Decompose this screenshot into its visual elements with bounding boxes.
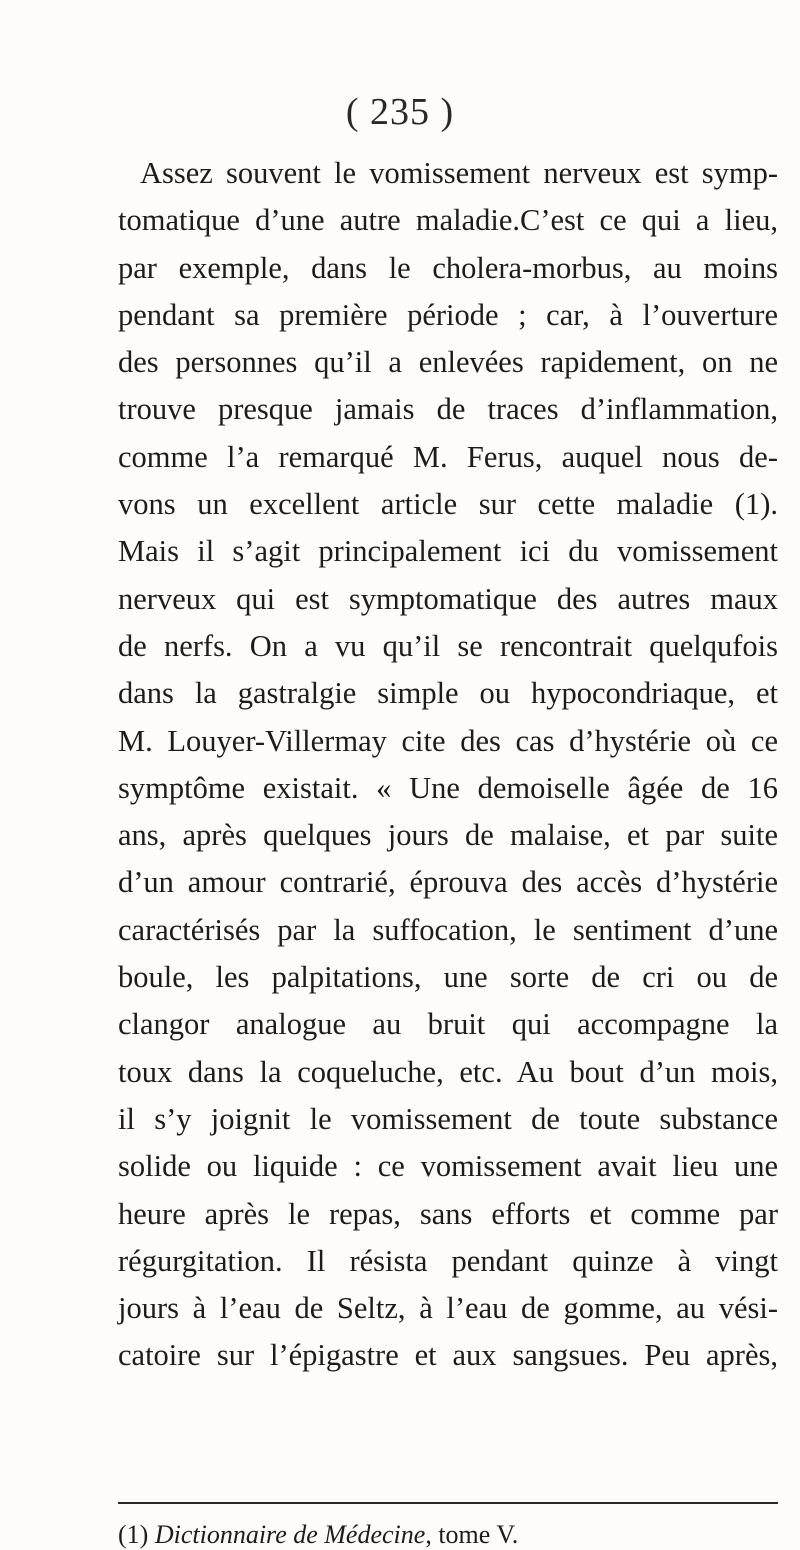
text-line: boule, les palpitations, une sorte de cri ou de bbox=[118, 960, 778, 995]
page-number: ( 235 ) bbox=[345, 91, 455, 133]
text-line: solide ou liquide : ce vomissement avait lieu une bbox=[118, 1149, 778, 1184]
text-line: symptôme existait. « Une demoiselle âgée de 16 bbox=[118, 770, 778, 805]
text-line: dans la gastralgie simple ou hypocondriaque, et bbox=[118, 676, 778, 711]
text-line: caractérisés par la suffocation, le sentiment d’une bbox=[118, 912, 778, 947]
text-line: toux dans la coqueluche, etc. Au bout d’un mois, bbox=[118, 1054, 778, 1089]
text-line: il s’y joignit le vomissement de toute substance bbox=[118, 1101, 778, 1136]
footnote-divider bbox=[118, 1502, 778, 1504]
text-line: des personnes qu’il a enlevées rapidement, on ne bbox=[118, 345, 778, 380]
text-line: pendant sa première période ; car, à l’ouverture bbox=[118, 297, 778, 332]
text-line: vons un excellent article sur cette maladie (1). bbox=[118, 487, 778, 522]
text-line: catoire sur l’épigastre et aux sangsues. Peu après, bbox=[118, 1338, 778, 1373]
footnote bbox=[118, 1520, 778, 1550]
footnote-rest: , tome V. bbox=[425, 1520, 519, 1549]
text-line: régurgitation. Il résista pendant quinze à vingt bbox=[118, 1243, 778, 1278]
footnote-marker: (1) bbox=[118, 1520, 149, 1549]
text-line: ans, après quelques jours de malaise, et par suite bbox=[118, 818, 778, 853]
text-line: nerveux qui est symptomatique des autres maux bbox=[118, 581, 778, 616]
text-line: trouve presque jamais de traces d’inflammation, bbox=[118, 392, 778, 427]
text-line: M. Louyer-Villermay cite des cas d’hystérie où ce bbox=[118, 723, 778, 758]
footnote-title: Dictionnaire de Médecine bbox=[154, 1520, 426, 1549]
text-line: heure après le repas, sans efforts et comme par bbox=[118, 1196, 778, 1231]
body-text bbox=[118, 150, 778, 1380]
text-line: tomatique d’une autre maladie.C’est ce qui a lieu, bbox=[118, 203, 778, 238]
text-line: d’un amour contrarié, éprouva des accès d’hystérie bbox=[118, 865, 778, 900]
text-line: par exemple, dans le cholera-morbus, au moins bbox=[118, 250, 778, 285]
text-line: comme l’a remarqué M. Ferus, auquel nous de- bbox=[118, 439, 778, 474]
text-line: clangor analogue au bruit qui accompagne la bbox=[118, 1007, 778, 1042]
text-line: Assez souvent le vomissement nerveux est symp- bbox=[140, 156, 778, 190]
text-line: jours à l’eau de Seltz, à l’eau de gomme, au vési- bbox=[118, 1291, 778, 1326]
text-line: Mais il s’agit principalement ici du vomissement bbox=[118, 534, 778, 569]
text-line: de nerfs. On a vu qu’il se rencontrait quelqufois bbox=[118, 628, 778, 663]
